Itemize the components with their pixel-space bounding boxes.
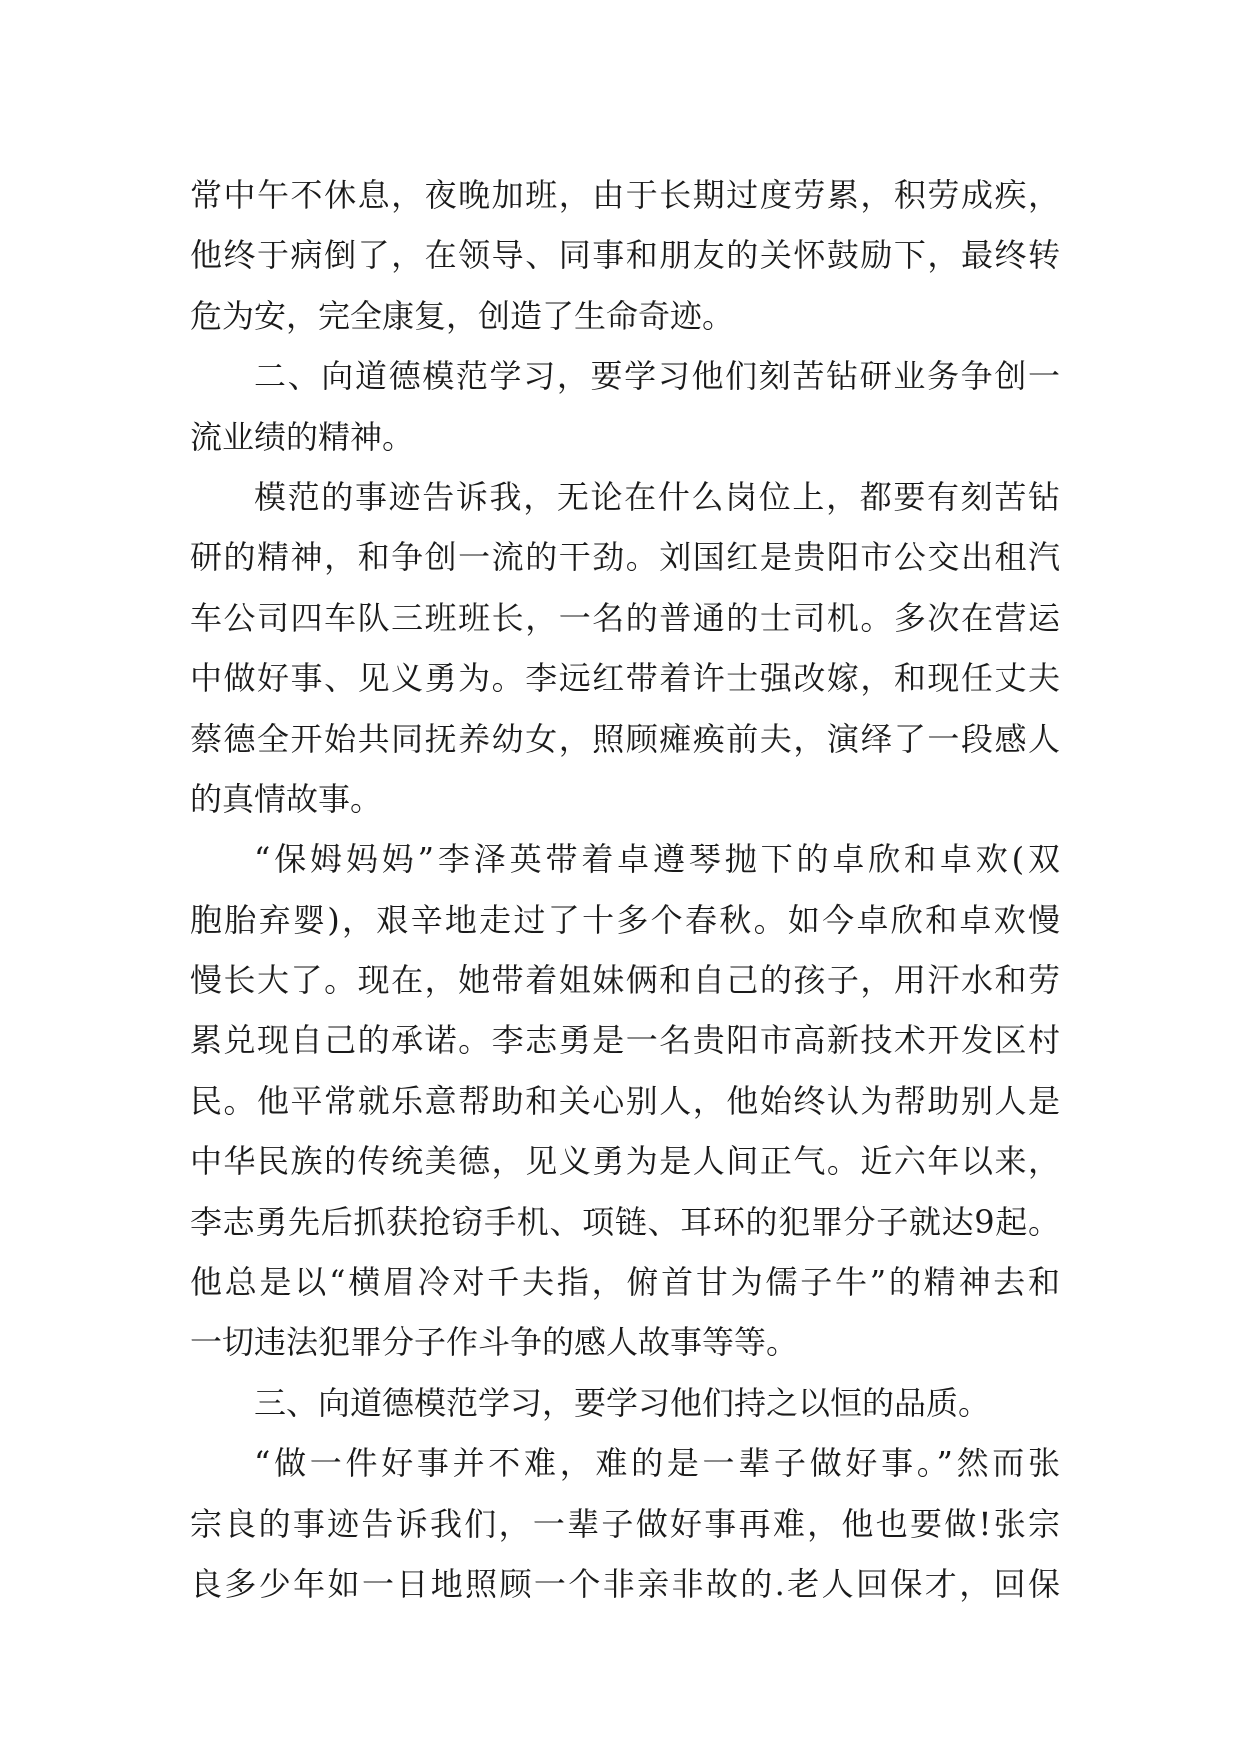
text-line: “保姆妈妈”李泽英带着卓遵琴抛下的卓欣和卓欢(双 [254,840,1060,879]
text-line: 中做好事、见义勇为。李远红带着许士强改嫁，和现任丈夫 [190,659,1060,698]
text-line: 他终于病倒了，在领导、同事和朋友的关怀鼓励下，最终转 [190,236,1060,275]
text-line: 胞胎弃婴)，艰辛地走过了十多个春秋。如今卓欣和卓欢慢 [190,900,1060,939]
text-line: 李志勇先后抓获抢窃手机、项链、耳环的犯罪分子就达9起。 [190,1202,1060,1241]
paragraph-p6 [190,1433,1060,1614]
text-line: 慢长大了。现在，她带着姐妹俩和自己的孩子，用汗水和劳 [190,961,1060,1000]
text-line: 一切违法犯罪分子作斗争的感人故事等等。 [190,1323,799,1362]
text-line: 他总是以“横眉冷对千夫指，俯首甘为儒子牛”的精神去和 [190,1263,1060,1302]
text-line: 模范的事迹告诉我，无论在什么岗位上，都要有刻苦钻 [254,477,1060,516]
text-line: 常中午不休息，夜晚加班，由于长期过度劳累，积劳成疾， [190,176,1060,214]
text-line: 研的精神，和争创一流的干劲。刘国红是贵阳市公交出租汽 [190,538,1060,577]
paragraph-p4 [190,829,1060,1373]
paragraph-p3 [190,467,1060,829]
text-line: 流业绩的精神。 [190,417,415,456]
text-line: 民。他平常就乐意帮助和关心别人，他始终认为帮助别人是 [190,1081,1060,1120]
text-line: “做一件好事并不难，难的是一辈子做好事。”然而张 [254,1444,1060,1483]
text-line: 蔡德全开始共同抚养幼女，照顾瘫痪前夫，演绎了一段感人 [190,719,1060,758]
text-line: 良多少年如一日地照顾一个非亲非故的.老人回保才，回保 [190,1564,1060,1603]
text-line: 的真情故事。 [190,779,383,818]
document-body [190,165,1060,1614]
text-line: 中华民族的传统美德，见义勇为是人间正气。近六年以来， [190,1142,1060,1181]
text-line: 二、向道德模范学习，要学习他们刻苦钻研业务争创一 [254,357,1060,396]
text-line: 累兑现自己的承诺。李志勇是一名贵阳市高新技术开发区村 [190,1021,1060,1060]
paragraph-p1 [190,165,1060,346]
paragraph-p5 [190,1373,1060,1433]
paragraph-p2 [190,346,1060,467]
text-line: 车公司四车队三班班长，一名的普通的士司机。多次在营运 [190,598,1060,637]
text-line: 危为安，完全康复，创造了生命奇迹。 [190,296,735,335]
text-line: 三、向道德模范学习，要学习他们持之以恒的品质。 [254,1383,991,1422]
text-line: 宗良的事迹告诉我们，一辈子做好事再难，他也要做!张宗 [190,1504,1060,1543]
